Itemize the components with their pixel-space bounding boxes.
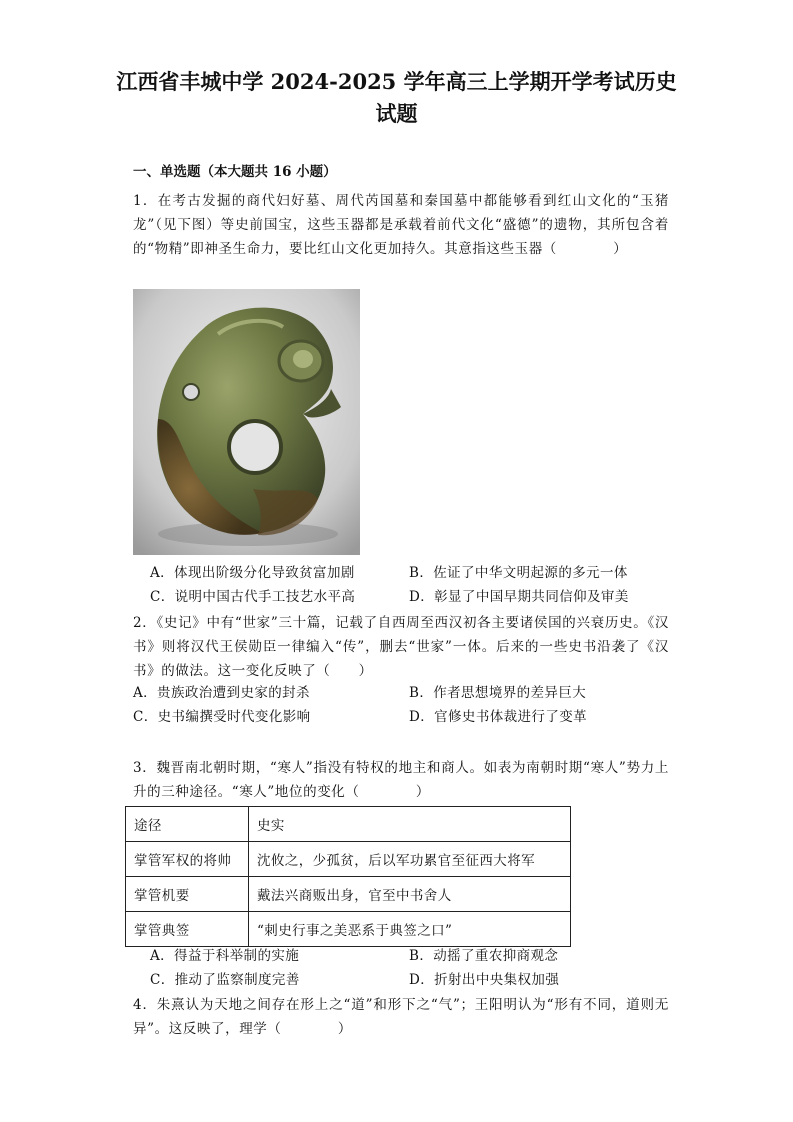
question-1-stem: 1．在考古发掘的商代妇好墓、周代芮国墓和秦国墓中都能够看到红山文化的“玉猪龙”（见下图）等史前国宝，这些玉器都是承载着前代文化“盛德”的遗物，其所包含着的“物精”即神圣生命力，要比红山文化更加持久。其意指这些玉器（ ） — [133, 193, 669, 257]
q3-table — [125, 806, 571, 947]
table-row — [126, 842, 571, 877]
q3-option-c: C．推动了监察制度完善 — [150, 972, 300, 988]
q2-option-d: D．官修史书体裁进行了变革 — [409, 709, 588, 725]
table-row — [126, 912, 571, 947]
q3-option-b: B．动摇了重农抑商观念 — [409, 948, 559, 964]
table-cell: 掌管军权的将帅 — [126, 842, 249, 877]
q1-option-d: D．彰显了中国早期共同信仰及审美 — [409, 589, 629, 605]
table-cell: 掌管机要 — [126, 877, 249, 912]
table-cell: 戴法兴商贩出身，官至中书舍人 — [249, 877, 571, 912]
table-cell: “刺史行事之美恶系于典签之口” — [249, 912, 571, 947]
q1-option-b: B．佐证了中华文明起源的多元一体 — [409, 565, 628, 581]
q2-option-a: A．贵族政治遭到史家的封杀 — [133, 685, 310, 701]
table-header-cell: 途径 — [126, 807, 249, 842]
q1-option-a: A．体现出阶级分化导致贫富加剧 — [150, 565, 355, 581]
q2-option-b: B．作者思想境界的差异巨大 — [409, 685, 587, 701]
title-line-2: 试题 — [375, 101, 418, 126]
title-line-1: 江西省丰城中学 2024-2025 学年高三上学期开学考试历史 — [116, 69, 677, 94]
jade-pig-dragon-photo — [133, 289, 360, 555]
question-4-stem: 4．朱熹认为天地之间存在形上之“道”和形下之“气”；王阳明认为“形有不同，道则无异”。这反映了，理学（ ） — [133, 997, 669, 1037]
question-2-stem: 2．《史记》中有“世家”三十篇，记载了自西周至西汉初各主要诸侯国的兴衰历史。《汉书》则将汉代王侯勋臣一律编入“传”，删去“世家”一体。后来的一些史书沿袭了《汉书》的做法。这一变化反映了（ ） — [133, 615, 669, 679]
q1-option-c: C．说明中国古代手工技艺水平高 — [150, 589, 356, 605]
table-header-row — [126, 807, 571, 842]
q3-option-d: D．折射出中央集权加强 — [409, 972, 560, 988]
question-3-stem: 3．魏晋南北朝时期，“寒人”指没有特权的地主和商人。如表为南朝时期“寒人”势力上升的三种途径。“寒人”地位的变化（ ） — [133, 760, 669, 800]
q3-option-a: A．得益于科举制的实施 — [150, 948, 300, 964]
table-cell: 掌管典签 — [126, 912, 249, 947]
section-heading: 一、单选题（本大题共 16 小题） — [133, 164, 337, 180]
q2-option-c: C．史书编撰受时代变化影响 — [133, 709, 311, 725]
document-title — [90, 66, 703, 130]
table-header-cell: 史实 — [249, 807, 571, 842]
table-cell: 沈攸之，少孤贫，后以军功累官至征西大将军 — [249, 842, 571, 877]
table-row — [126, 877, 571, 912]
